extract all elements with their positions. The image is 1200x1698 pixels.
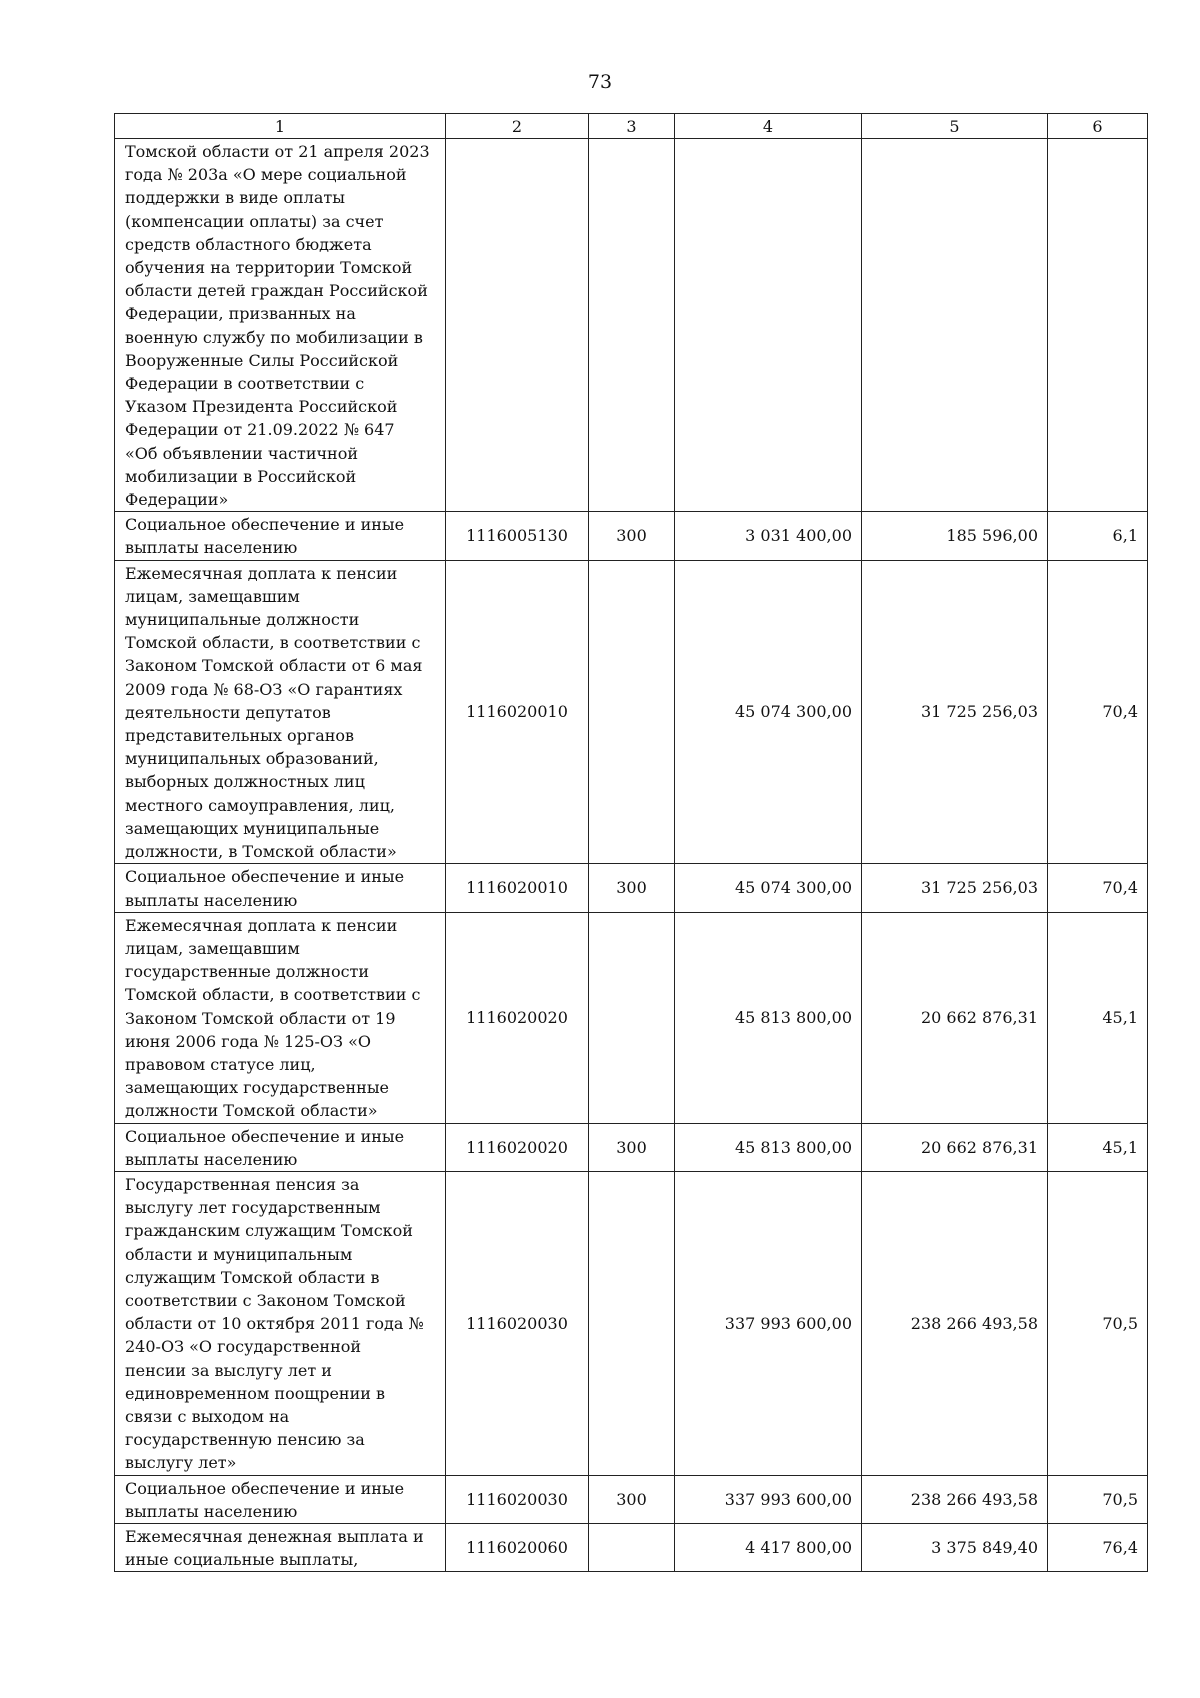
- row-code: 1116020030: [446, 1171, 589, 1475]
- row-description: Социальное обеспечение и иные выплаты населению: [115, 1475, 446, 1523]
- table-row: [115, 912, 1148, 1123]
- row-percent: 70,4: [1048, 864, 1148, 912]
- row-actual-amount: 31 725 256,03: [862, 560, 1048, 864]
- row-expense-type: [589, 1523, 675, 1571]
- row-description: Социальное обеспечение и иные выплаты населению: [115, 1123, 446, 1171]
- row-expense-type: 300: [589, 1475, 675, 1523]
- row-actual-amount: [862, 139, 1048, 512]
- row-percent: 45,1: [1048, 1123, 1148, 1171]
- column-header: 6: [1048, 114, 1148, 139]
- row-actual-amount: 3 375 849,40: [862, 1523, 1048, 1571]
- table-row: [115, 1123, 1148, 1171]
- table-row: [115, 560, 1148, 864]
- row-expense-type: [589, 912, 675, 1123]
- row-code: 1116005130: [446, 512, 589, 560]
- column-header: 1: [115, 114, 446, 139]
- row-actual-amount: 20 662 876,31: [862, 912, 1048, 1123]
- row-description: Государственная пенсия за выслугу лет государственным гражданским служащим Томской области и муниципальным служащим Томской области в соответствии с Законом Томской области от 10 октября 2011 года № 240-ОЗ «О государственной пенсии за выслугу лет и единовременном поощрении в связи с выходом на государственную пенсию за выслугу лет»: [115, 1171, 446, 1475]
- column-header: 3: [589, 114, 675, 139]
- row-actual-amount: 20 662 876,31: [862, 1123, 1048, 1171]
- row-description: Томской области от 21 апреля 2023 года № 203а «О мере социальной поддержки в виде оплаты (компенсации оплаты) за счет средств областного бюджета обучения на территории Томской области детей граждан Российской Федерации, призванных на военную службу по мобилизации в Вооруженные Силы Российской Федерации в соответствии с Указом Президента Российской Федерации от 21.09.2022 № 647 «Об объявлении частичной мобилизации в Российской Федерации»: [115, 139, 446, 512]
- column-header: 2: [446, 114, 589, 139]
- table-row: [115, 139, 1148, 512]
- table-row: [115, 1171, 1148, 1475]
- column-header: 4: [675, 114, 862, 139]
- row-percent: 70,5: [1048, 1171, 1148, 1475]
- row-code: [446, 139, 589, 512]
- row-code: 1116020030: [446, 1475, 589, 1523]
- row-plan-amount: 337 993 600,00: [675, 1171, 862, 1475]
- table-row: [115, 512, 1148, 560]
- row-actual-amount: 185 596,00: [862, 512, 1048, 560]
- row-plan-amount: 337 993 600,00: [675, 1475, 862, 1523]
- row-expense-type: [589, 560, 675, 864]
- header-row: [115, 114, 1148, 139]
- row-actual-amount: 238 266 493,58: [862, 1171, 1048, 1475]
- row-plan-amount: [675, 139, 862, 512]
- row-expense-type: 300: [589, 512, 675, 560]
- row-expense-type: [589, 1171, 675, 1475]
- table-row: [115, 1475, 1148, 1523]
- row-code: 1116020020: [446, 912, 589, 1123]
- row-plan-amount: 3 031 400,00: [675, 512, 862, 560]
- row-plan-amount: 45 813 800,00: [675, 912, 862, 1123]
- table-row: [115, 1523, 1148, 1571]
- row-description: Ежемесячная доплата к пенсии лицам, замещавшим государственные должности Томской области, в соответствии с Законом Томской области от 19 июня 2006 года № 125-ОЗ «О правовом статусе лиц, замещающих государственные должности Томской области»: [115, 912, 446, 1123]
- row-plan-amount: 45 813 800,00: [675, 1123, 862, 1171]
- row-code: 1116020020: [446, 1123, 589, 1171]
- row-description: Социальное обеспечение и иные выплаты населению: [115, 512, 446, 560]
- row-actual-amount: 31 725 256,03: [862, 864, 1048, 912]
- row-code: 1116020060: [446, 1523, 589, 1571]
- table-row: [115, 864, 1148, 912]
- row-plan-amount: 4 417 800,00: [675, 1523, 862, 1571]
- page-number: 73: [587, 71, 613, 93]
- row-expense-type: [589, 139, 675, 512]
- row-percent: 76,4: [1048, 1523, 1148, 1571]
- row-percent: 70,5: [1048, 1475, 1148, 1523]
- row-percent: 70,4: [1048, 560, 1148, 864]
- row-description: Ежемесячная денежная выплата и иные социальные выплаты,: [115, 1523, 446, 1571]
- row-code: 1116020010: [446, 864, 589, 912]
- row-actual-amount: 238 266 493,58: [862, 1475, 1048, 1523]
- budget-table: [114, 113, 1148, 1572]
- row-expense-type: 300: [589, 864, 675, 912]
- row-plan-amount: 45 074 300,00: [675, 864, 862, 912]
- column-header: 5: [862, 114, 1048, 139]
- row-percent: 6,1: [1048, 512, 1148, 560]
- row-percent: 45,1: [1048, 912, 1148, 1123]
- row-description: Ежемесячная доплата к пенсии лицам, замещавшим муниципальные должности Томской области, в соответствии с Законом Томской области от 6 мая 2009 года № 68-ОЗ «О гарантиях деятельности депутатов представительных органов муниципальных образований, выборных должностных лиц местного самоуправления, лиц, замещающих муниципальные должности, в Томской области»: [115, 560, 446, 864]
- row-percent: [1048, 139, 1148, 512]
- row-description: Социальное обеспечение и иные выплаты населению: [115, 864, 446, 912]
- row-plan-amount: 45 074 300,00: [675, 560, 862, 864]
- row-expense-type: 300: [589, 1123, 675, 1171]
- row-code: 1116020010: [446, 560, 589, 864]
